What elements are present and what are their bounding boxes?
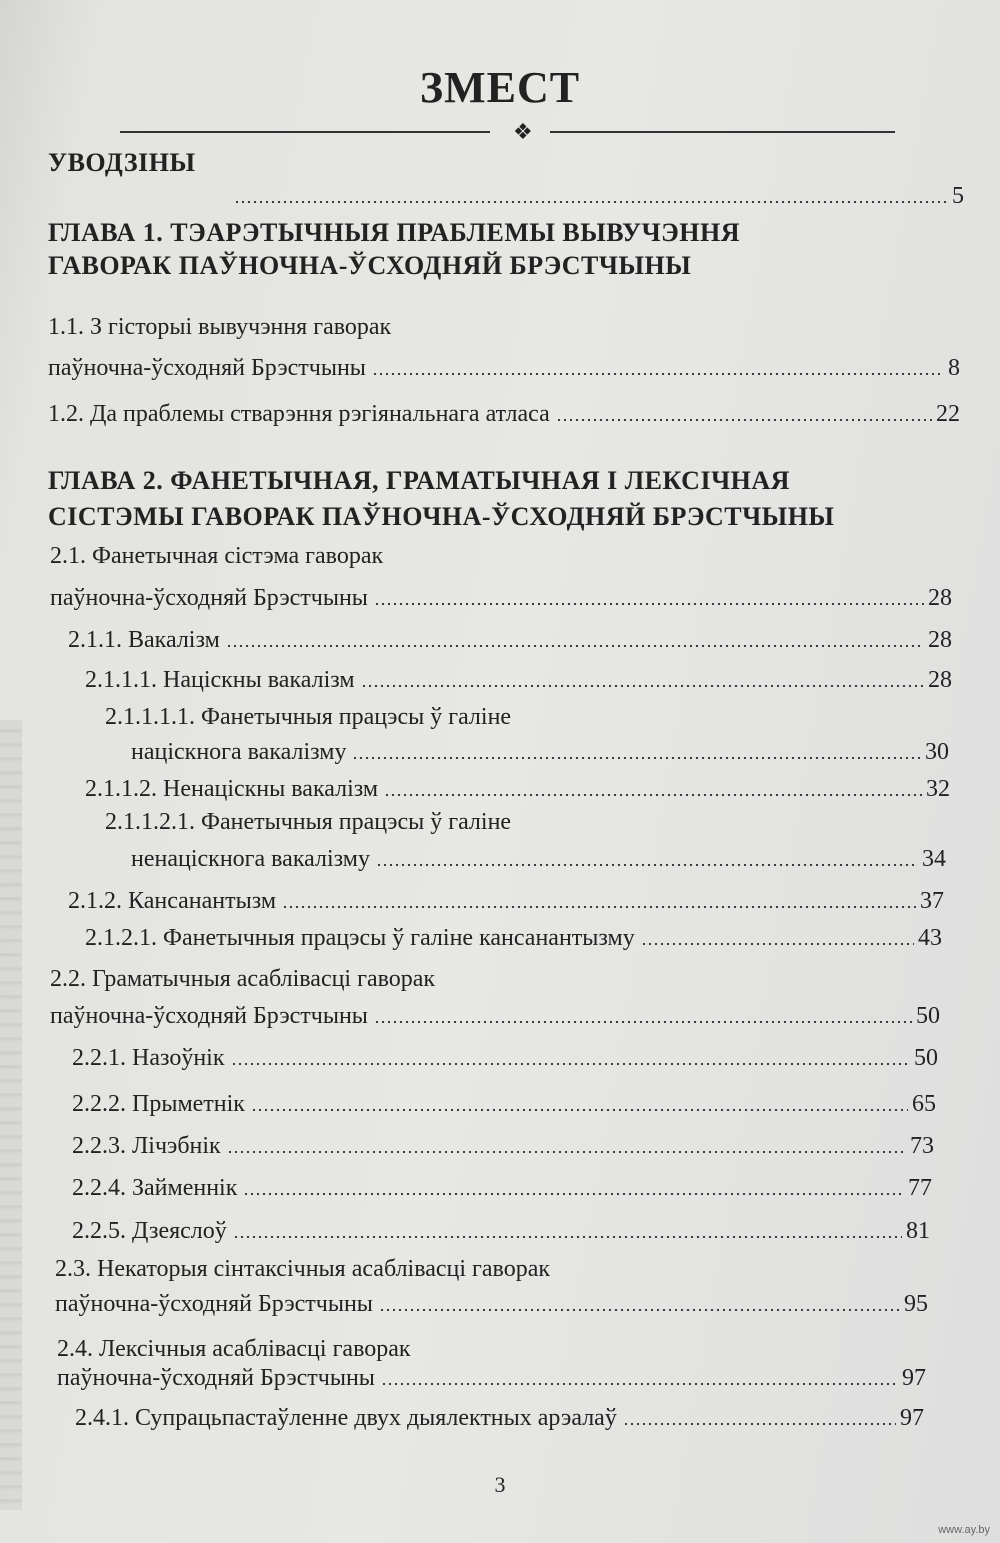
toc-entry-text: паўночна-ўсходняй Брэстчыны [55,1291,373,1317]
leader-dots [226,645,924,647]
page-ref: 95 [904,1291,928,1317]
page-ref: 8 [948,355,960,381]
page-ref: 77 [908,1175,932,1201]
page-ref: 50 [914,1045,938,1071]
ornament-line-left [120,131,490,133]
title-ornament [120,120,895,144]
page-ref: 43 [918,925,942,951]
toc-entry [72,1130,934,1160]
toc-entry-text: паўночна-ўсходняй Брэстчыны [57,1365,375,1391]
leader-dots [361,685,924,687]
toc-entry-text: націскнога вакалізму [131,739,347,765]
page-ref: 65 [912,1091,936,1117]
toc-entry [57,1362,926,1392]
leader-dots [233,1236,902,1238]
leader-dots [231,1063,911,1065]
toc-entry-text: 2.1.1.2.1. Фанетычныя працэсы ў галіне [105,809,512,835]
toc-entry-text: 2.1.1.2. Ненаціскны вакалізм [85,776,379,802]
page-number: 3 [494,1472,506,1497]
chapter1-heading-line2: ГАВОРАК ПАЎНОЧНА-ЎСХОДНЯЙ БРЭСТЧЫНЫ [48,251,692,280]
toc-entry [131,843,946,873]
leader-dots [641,943,914,945]
leader-dots [381,1383,898,1385]
leader-dots [374,603,924,605]
toc-entry-text: 2.1.2. Кансанантызм [68,888,277,914]
leader-dots [243,1193,904,1195]
toc-entry [85,773,950,803]
toc-entry-text: 2.2.5. Дзеяслоў [72,1218,227,1244]
leader-dots [251,1109,908,1111]
toc-entry-text: 1.2. Да праблемы стварэння рэгіянальнага атласа [48,401,550,427]
page-ref: 97 [900,1405,924,1431]
page-ref: 50 [916,1003,940,1029]
toc-entry-text: 2.4. Лексічныя асаблівасці гаворак [57,1336,411,1362]
toc-entry-text: 2.3. Некаторыя сінтаксічныя асаблівасці гаворак [55,1256,551,1282]
leader-dots [374,1021,912,1023]
chapter2-heading-line2: СІСТЭМЫ ГАВОРАК ПАЎНОЧНА-ЎСХОДНЯЙ БРЭСТЧЫНЫ [48,502,835,531]
toc-entry [131,736,949,766]
toc-entry [72,1215,930,1245]
leader-dots [227,1151,906,1153]
page-ref: 28 [928,667,952,693]
page-ref: 28 [928,627,952,653]
toc-entry-text: 2.1.1.1.1. Фанетычныя працэсы ў галіне [105,704,512,730]
toc-entry-text: паўночна-ўсходняй Брэстчыны [50,585,368,611]
leader-dots [556,419,932,421]
toc-entry [55,1288,928,1318]
leader-dots [384,794,922,796]
toc-entry [48,352,960,382]
toc-entry [85,664,952,694]
toc-entry [85,922,942,952]
leader-dots [623,1423,896,1425]
toc-entry-text: 1.1. З гісторыі вывучэння гаворак [48,314,392,340]
page-ref: 97 [902,1365,926,1391]
toc-entry-text: 2.2.1. Назоўнік [72,1045,225,1071]
ornament-line-right [550,131,895,133]
toc-entry-text: 2.2.3. Лічэбнік [72,1133,221,1159]
intro-label: УВОДЗІНЫ [48,148,196,177]
page-title: ЗМЕСТ [419,63,581,112]
toc-entry-text: паўночна-ўсходняй Брэстчыны [48,355,366,381]
toc-entry [50,1000,940,1030]
toc-entry [68,624,952,654]
toc-entry-text: паўночна-ўсходняй Брэстчыны [50,1003,368,1029]
chapter1-heading-line1: ГЛАВА 1. ТЭАРЭТЫЧНЫЯ ПРАБЛЕМЫ ВЫВУЧЭННЯ [48,218,741,247]
toc-entry [68,885,944,915]
toc-entry-text: 2.2.2. Прыметнік [72,1091,245,1117]
page-ref: 34 [922,846,946,872]
leader-dots [234,201,948,203]
chapter2-heading-line1: ГЛАВА 2. ФАНЕТЫЧНАЯ, ГРАМАТЫЧНАЯ І ЛЕКСІЧНАЯ [48,466,790,495]
toc-entry-text: 2.4.1. Супрацьпастаўленне двух дыялектных арэалаў [75,1405,617,1431]
toc-entry [50,582,952,612]
page-ref: 28 [928,585,952,611]
page-ref: 73 [910,1133,934,1159]
leader-dots [282,906,916,908]
toc-entry-text: ненаціскнога вакалізму [131,846,370,872]
page-ref: 32 [926,776,950,802]
page-edge-shadow [0,720,22,1510]
page-ref: 81 [906,1218,930,1244]
page-ref: 5 [952,183,964,209]
leader-dots [379,1309,900,1311]
page-ref: 37 [920,888,944,914]
toc-entry [72,1172,932,1202]
page-ref: 22 [936,401,960,427]
toc-entry-text: 2.1.1. Вакалізм [68,627,220,653]
toc-entry [72,1088,936,1118]
toc-entry-text: 2.2. Граматычныя асаблівасці гаворак [50,966,436,992]
toc-entry-text: 2.1.2.1. Фанетычныя працэсы ў галіне кансанантызму [85,925,635,951]
page-ref: 30 [925,739,949,765]
toc-entry [75,1402,924,1432]
intro-entry [228,180,964,210]
watermark: www.ay.by [938,1524,990,1536]
ornament-diamond-icon: ❖ [513,119,533,144]
leader-dots [376,864,918,866]
toc-entry-text: 2.1. Фанетычная сістэма гаворак [50,543,384,569]
toc-entry [48,398,960,428]
leader-dots [372,373,944,375]
toc-entry-text: 2.1.1.1. Націскны вакалізм [85,667,355,693]
toc-entry-text: 2.2.4. Займеннік [72,1175,238,1201]
toc-entry [72,1042,938,1072]
leader-dots [352,757,921,759]
